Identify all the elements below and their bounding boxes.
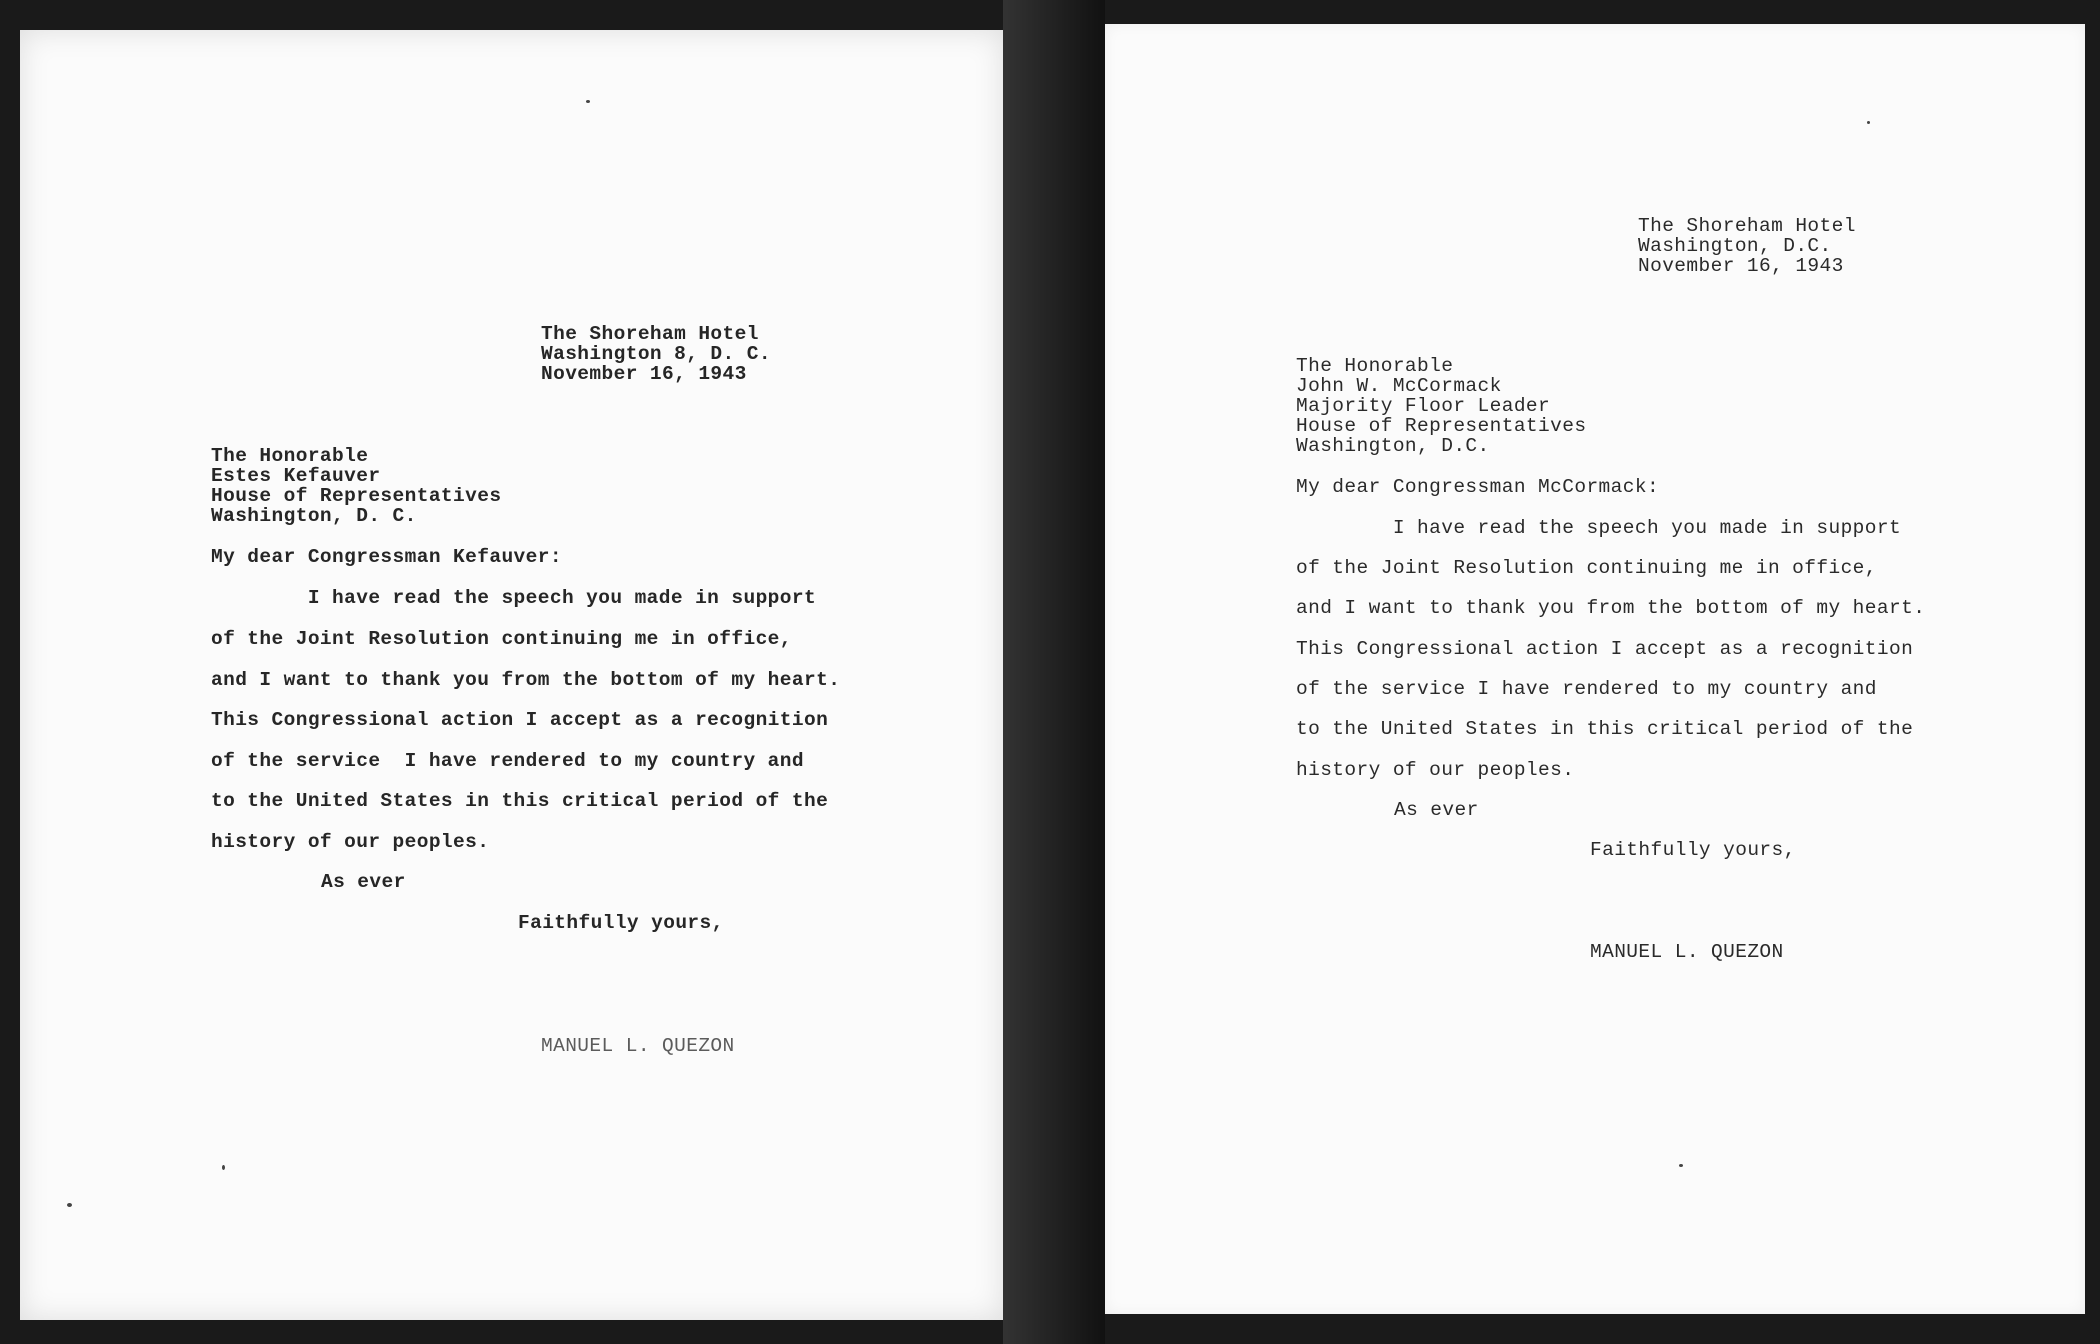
complimentary-closing: Faithfully yours, bbox=[518, 912, 724, 934]
signature-block: MANUEL L. QUEZON bbox=[1590, 941, 1784, 963]
salutation: My dear Congressman McCormack: bbox=[1296, 476, 1660, 498]
paper-speck bbox=[222, 1165, 225, 1170]
sender-address-line: The Shoreham Hotel bbox=[541, 323, 759, 345]
body-line: of the service I have rendered to my country and bbox=[1296, 678, 1877, 700]
recipient-line: The Honorable bbox=[211, 445, 369, 467]
recipient-name: Estes Kefauver bbox=[211, 465, 381, 487]
recipient-line: The Honorable bbox=[1296, 355, 1454, 377]
salutation: My dear Congressman Kefauver: bbox=[211, 546, 562, 568]
recipient-line: Washington, D. C. bbox=[211, 505, 417, 527]
signature-block: MANUEL L. QUEZON bbox=[541, 1035, 735, 1057]
body-line: I have read the speech you made in support bbox=[211, 587, 817, 609]
paper-speck bbox=[1867, 121, 1870, 124]
body-line: This Congressional action I accept as a recognition bbox=[211, 709, 829, 731]
letter-page-kefauver bbox=[20, 30, 1003, 1320]
body-line: of the service I have rendered to my country and bbox=[211, 750, 804, 772]
body-line: of the Joint Resolution continuing me in office, bbox=[211, 628, 792, 650]
sender-address-line: The Shoreham Hotel bbox=[1638, 215, 1856, 237]
body-line: to the United States in this critical period of the bbox=[211, 790, 829, 812]
body-line: I have read the speech you made in support bbox=[1296, 517, 1902, 539]
paper-speck bbox=[1679, 1164, 1683, 1167]
letter-page-mccormack bbox=[1105, 24, 2085, 1314]
complimentary-closing: Faithfully yours, bbox=[1590, 839, 1796, 861]
body-line: history of our peoples. bbox=[1296, 759, 1575, 781]
closing-phrase: As ever bbox=[1394, 799, 1479, 821]
body-line: history of our peoples. bbox=[211, 831, 490, 853]
recipient-line: Majority Floor Leader bbox=[1296, 395, 1551, 417]
recipient-line: Washington, D.C. bbox=[1296, 435, 1490, 457]
closing-phrase: As ever bbox=[321, 871, 406, 893]
body-line: and I want to thank you from the bottom of my heart. bbox=[1296, 597, 1926, 619]
recipient-line: House of Representatives bbox=[211, 485, 502, 507]
letter-date: November 16, 1943 bbox=[541, 363, 747, 385]
body-line: of the Joint Resolution continuing me in office, bbox=[1296, 557, 1877, 579]
recipient-line: House of Representatives bbox=[1296, 415, 1587, 437]
body-line: and I want to thank you from the bottom of my heart. bbox=[211, 669, 841, 691]
sender-address-line: Washington 8, D. C. bbox=[541, 343, 771, 365]
paper-speck bbox=[586, 100, 590, 103]
paper-speck bbox=[67, 1203, 72, 1207]
sender-address-line: Washington, D.C. bbox=[1638, 235, 1832, 257]
letter-date: November 16, 1943 bbox=[1638, 255, 1844, 277]
body-line: This Congressional action I accept as a recognition bbox=[1296, 638, 1914, 660]
body-line: to the United States in this critical period of the bbox=[1296, 718, 1914, 740]
recipient-name: John W. McCormack bbox=[1296, 375, 1502, 397]
page-gutter bbox=[1003, 0, 1105, 1344]
